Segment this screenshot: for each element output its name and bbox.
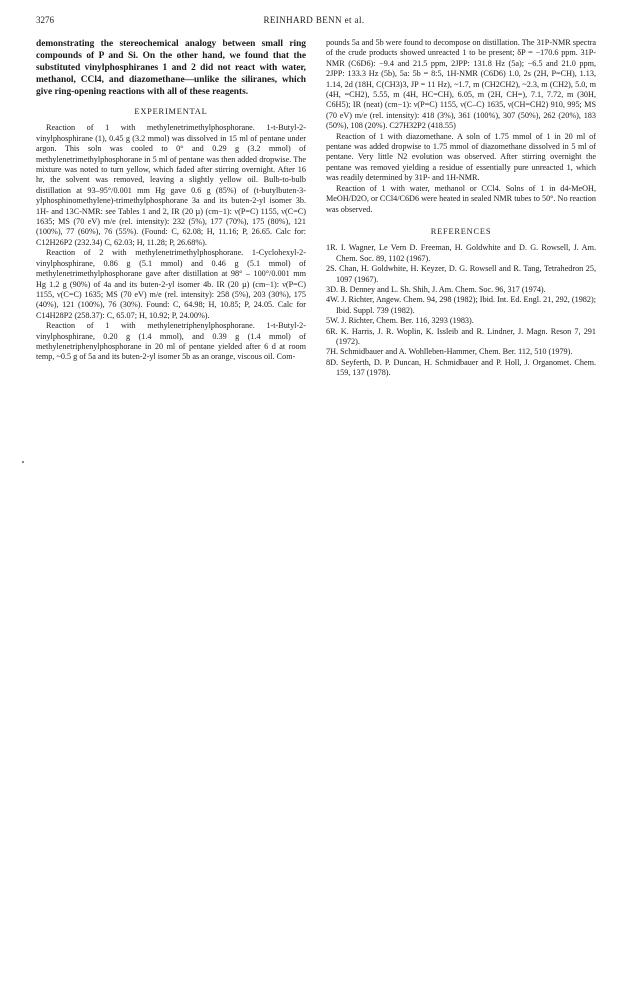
reference-item: 4W. J. Richter, Angew. Chem. 94, 298 (1982); Ibid. Int. Ed. Engl. 21, 292, (1982); Ibid. Suppl. 739 (1982). [326,295,596,315]
section-title: EXPERIMENTAL [134,107,208,116]
right-column [326,38,596,379]
page-number: 3276 [36,15,54,25]
references-title: REFERENCES [430,226,492,236]
experimental-paragraph-5: Reaction of 1 with diazomethane. A soln of 1.75 mmol of 1 in 20 ml of pentane was added dropwise to 1.75 mmol of diazomethane dissolved in 5 ml of pentane. Very little N2 evolution was observed. After stirring overnight the pentane was removed yielding a residue of essentially pure unreacted 1, which was readily determined by 31P- and 1H-NMR. [326,131,596,183]
experimental-paragraph-1: Reaction of 1 with methylenetrimethylphosphorane. 1-t-Butyl-2-vinylphosphirane (1), 0.45 g (3.2 mmol) was dissolved in 15 ml of pentane under argon. This soln was cooled to 0° and 0.29 g (3.2 mmol) of methylenetrimethylphosphorane in 5 ml of pentane was then added dropwise. The mixture was noted to turn yellow, which faded after stirring overnight. After 16 hr, the solvent was removed, leaving a slightly yellow oil. Bulb-to-bulb distillation at 93–95°/0.001 mm Hg gave 0.6 g (85%) of (t-butylbuten-3-ylphosphinomethylene)-trimethylphosphorane 3a and its buten-2-yl isomer 3b. 1H- and 13C-NMR: see Tables 1 and 2, IR (20 µ) (cm−1): ν(P=C) 1155, ν(C=C) 1635; MS (70 eV) m/e (rel. intensity): 232 (5%), 177 (70%), 175 (80%), 121 (100%), 77 (60%), 76 (55%). (Found: C, 62.08; H, 11.16; P, 26.65. Calc for: C12H26P2 (232.34) C, 62.03; H, 11.28; P, 26.68%). [36,123,306,247]
reference-item: 1R. I. Wagner, Le Vern D. Freeman, H. Goldwhite and D. G. Rowsell, J. Am. Chem. Soc. 89, 1102 (1967). [326,243,596,263]
experimental-paragraph-6: Reaction of 1 with water, methanol or CCl4. Solns of 1 in d4-MeOH, MeOH/D2O, or CCl4/C6D6 were heated in sealed NMR tubes to 50°. No reaction was observed. [326,183,596,214]
page-header [36,15,592,29]
left-column [36,38,306,363]
running-head: REINHARD BENN et al. [263,15,365,25]
reference-list [326,243,596,378]
reference-item: 6R. K. Harris, J. R. Woplin, K. Issleib and R. Lindner, J. Magn. Reson 7, 291 (1972). [326,326,596,346]
reference-item: 3D. B. Denney and L. Sh. Shih, J. Am. Chem. Soc. 96, 317 (1974). [326,284,546,294]
intro-paragraph: demonstrating the stereochemical analogy between small ring compounds of P and Si. On the other hand, we found that the substituted vinylphosphiranes 1 and 2 did not react with water, methanol, CCl4, and diazomethane—unlike the siliranes, which give ring-opening reactions with all of these reagents. [36,39,306,97]
reference-item: 2S. Chan, H. Goldwhite, H. Keyzer, D. G. Rowsell and R. Tang, Tetrahedron 25, 1097 (1967). [326,264,596,284]
reference-item: 7H. Schmidbauer and A. Wohlleben-Hammer, Chem. Ber. 112, 510 (1979). [326,347,573,357]
margin-speck [22,461,24,463]
experimental-paragraph-4: pounds 5a and 5b were found to decompose on distillation. The 31P-NMR spectra of the crude products showed unreacted 1 to be present; δP = −170.6 ppm. 31P-NMR (C6D6): −9.4 and 21.5 ppm, 2JPP: 131.8 Hz (5a); −6.5 and 21.0 ppm, 2JPP: 133.3 Hz (5b), 5a: 5b = 8:5, 1H-NMR (C6D6) 1.0, 2s (2H, P=CH), 1.13, 1.14, 2d (18H, C(CH3)3, JP = 11 Hz), ~1.7, m (CH2CH2), ~2.3, m (CH2), 5.0, m (4H, =CH2), 5.55, m (4H, HC=CH), 6.05, m (2H, CH=), 7.1, 7.72, m (30H, C6H5); IR (neat) (cm−1): ν(P=C) 1155, ν(C–C) 1635, ν(CH=CH2) 910, 995; MS (70 eV) m/e (rel. intensity): 418 (3%), 361 (100%), 307 (50%), 262 (20%), 183 (50%), 108 (20%). C27H32P2 (418.55) [326,38,596,131]
reference-item: 8D. Seyferth, D. P. Duncan, H. Schmidbauer and P. Holl, J. Organomet. Chem. 159, 137 (1978). [326,357,596,378]
reference-item: 5W. J. Richter, Chem. Ber. 116, 3293 (1983). [326,316,474,326]
experimental-paragraph-2: Reaction of 2 with methylenetrimethylphosphorane. 1-Cyclohexyl-2-vinylphosphirane, 0.86 g (5.1 mmol) and 0.46 g (5.1 mmol) of methylenetrimethylphosphorane gave after distillation at 98° – 100°/0.001 mm Hg 1.2 g (90%) of 4a and its buten-2-yl isomer 4b. IR (20 µ) (cm−1): ν(P=C) 1155, ν(C=C) 1635; MS (70 eV) m/e (rel. intensity): 258 (5%), 203 (30%), 175 (40%), 121 (100%), 76 (30%). Found: C, 64.98; H, 10.85; P, 24.05. Calc for C14H28P2 (258.37): C, 65.07; H, 10.92; P, 24.00%). [36,248,306,320]
experimental-paragraph-3: Reaction of 1 with methylenetriphenylphosphorane. 1-t-Butyl-2-vinylphosphirane, 0.20 g (1.4 mmol), and 0.39 g (1.4 mmol) of methylenetriphenylphosphorane in 20 ml of pentane yielded after 6 d at room temp, ~0.5 g of 5a and its buten-2-yl isomer 5b as an orange, viscous oil. Com- [36,321,306,362]
